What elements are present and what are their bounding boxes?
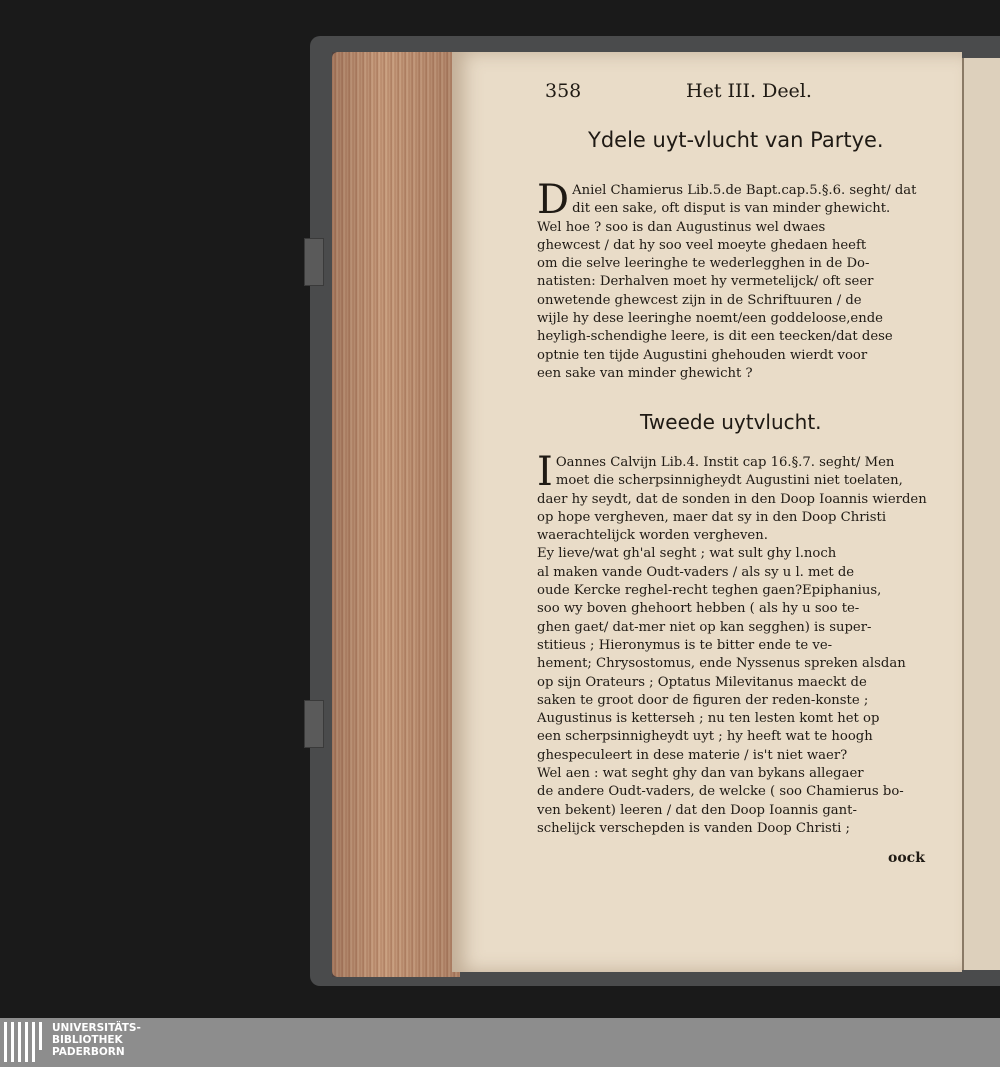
text-line: hement; Chrysostomus, ende Nyssenus spreken alsdan	[537, 656, 906, 672]
text-line: waerachtelijck worden vergheven.	[537, 528, 768, 544]
text-line: oude Kercke reghel-recht teghen gaen?Epiphanius,	[537, 583, 882, 599]
library-line-3: PADERBORN	[52, 1046, 125, 1058]
paragraph-1	[537, 177, 935, 383]
clasp-top	[304, 238, 324, 286]
page-edges	[332, 52, 460, 977]
text-line: saken te groot door de figuren der reden-konste ;	[537, 692, 869, 708]
text-line: wijle hy dese leeringhe noemt/een goddeloose,ende	[537, 311, 883, 327]
text-line: soo wy boven ghehoort hebben ( als hy u soo te-	[537, 601, 860, 617]
library-line-2: BIBLIOTHEK	[52, 1034, 123, 1046]
text-line: stitieus ; Hieronymus is te bitter ende te ve-	[537, 637, 833, 653]
page-number: 358	[545, 80, 582, 102]
paragraph-2	[537, 449, 935, 838]
library-name	[52, 1022, 141, 1058]
text-line: Aniel Chamierus Lib.5.de Bapt.cap.5.§.6. seght/ dat	[572, 183, 917, 198]
text-line: ghen gaet/ dat-mer niet op kan segghen) is super-	[537, 619, 872, 635]
text-line: Ey lieve/wat gh'al seght ; wat sult ghy l.noch	[537, 546, 837, 562]
library-logo-icon	[4, 1022, 46, 1062]
text-line: om die selve leeringhe te wederlegghen in de Do-	[537, 256, 870, 272]
text-line: optnie ten tijde Augustini ghehouden wierdt voor	[537, 347, 868, 363]
text-line: op hope vergheven, maer dat sy in den Doop Christi	[537, 509, 887, 525]
text-line: moet die scherpsinnigheydt Augustini niet toelaten,	[555, 473, 903, 489]
text-line: onwetende ghewcest zijn in de Schriftuuren / de	[537, 292, 862, 308]
text-line: Oannes Calvijn Lib.4. Instit cap 16.§.7. seght/ Men	[555, 455, 895, 470]
catchword: oock	[888, 850, 925, 866]
text-line: op sijn Orateurs ; Optatus Milevitanus maeckt de	[537, 674, 867, 690]
text-line: al maken vande Oudt-vaders / als sy u l. met de	[537, 564, 855, 580]
text-line: een scherpsinnigheydt uyt ; hy heeft wat te hoogh	[537, 729, 873, 745]
text-line: een sake van minder ghewicht ?	[537, 365, 753, 381]
text-line: ven bekent) leeren / dat den Doop Ioannis gant-	[537, 802, 857, 818]
dropcap-1: D	[537, 177, 570, 223]
text-line: schelijck verschepden is vanden Doop Christi ;	[537, 820, 850, 836]
running-head: Het III. Deel.	[686, 80, 812, 102]
text-line: heyligh-schendighe leere, is dit een teecken/dat dese	[537, 329, 893, 345]
text-line: daer hy seydt, dat de sonden in den Doop Ioannis wierden	[537, 491, 927, 507]
facing-page-edge	[962, 58, 1000, 970]
library-line-1: UNIVERSITÄTS-	[52, 1022, 141, 1034]
text-line: Wel hoe ? soo is dan Augustinus wel dwaes	[537, 219, 826, 235]
text-line: natisten: Derhalven moet hy vermetelijck/ oft seer	[537, 274, 874, 290]
text-line: Wel aen : wat seght ghy dan van bykans allegaer	[537, 766, 864, 782]
text-line: ghewcest / dat hy soo veel moeyte ghedaen heeft	[537, 237, 867, 253]
section-heading-2: Tweede uytvlucht.	[640, 410, 822, 434]
section-heading-1: Ydele uyt-vlucht van Partye.	[588, 128, 884, 152]
footer-band	[0, 1018, 1000, 1067]
text-line: Augustinus is ketterseh ; nu ten lesten komt het op	[537, 711, 880, 727]
text-line: dit een sake, oft disput is van minder ghewicht.	[572, 201, 891, 217]
text-line: ghespeculeert in dese materie / is't niet waer?	[537, 747, 848, 763]
clasp-bottom	[304, 700, 324, 748]
text-line: de andere Oudt-vaders, de welcke ( soo Chamierus bo-	[537, 784, 904, 800]
dropcap-2: I	[537, 449, 553, 495]
